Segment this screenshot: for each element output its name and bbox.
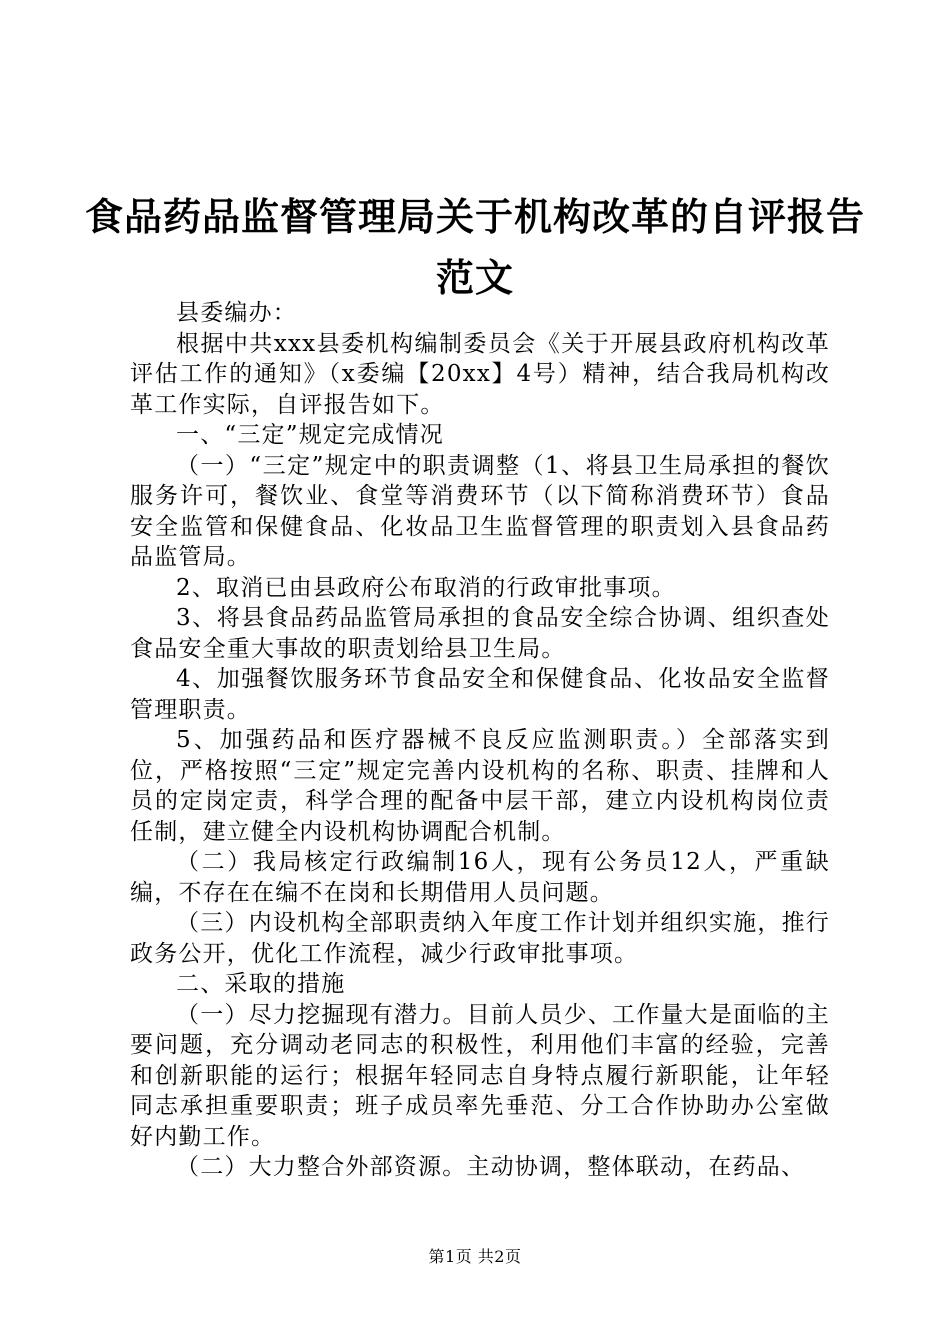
document-body [130, 298, 830, 1183]
paragraph: 5、加强药品和医疗器械不良反应监测职责。）全部落实到位，严格按照“三定”规定完善内设机构的名称、职责、挂牌和人员的定岗定责，科学合理的配备中层干部，建立内设机构岗位责任制，建立健全内设机构协调配合机制。 [130, 727, 830, 845]
paragraph: （一）尽力挖掘现有潜力。目前人员少、工作量大是面临的主要问题，充分调动老同志的积极性，利用他们丰富的经验，完善和创新职能的运行；根据年轻同志自身特点履行新职能，让年轻同志承担重要职责；班子成员率先垂范、分工合作协助办公室做好内勤工作。 [130, 1001, 830, 1150]
section-heading: 一、“三定”规定完成情况 [176, 422, 444, 448]
paragraph: （二）大力整合外部资源。主动协调，整体联动，在药品、 [176, 1154, 806, 1180]
salutation: 县委编办： [176, 300, 297, 326]
paragraph: 2、取消已由县政府公布取消的行政审批事项。 [176, 574, 676, 601]
document-title-line1: 食品药品监督管理局关于机构改革的自评报告 [84, 195, 865, 239]
paragraph: 4、加强餐饮服务环节食品安全和保健食品、化妆品安全监督管理职责。 [130, 666, 830, 723]
paragraph: （二）我局核定行政编制16人，现有公务员12人，严重缺编，不存在在编不在岗和长期借用人员问题。 [130, 849, 830, 906]
page-footer: 第1页 共2页 [428, 1247, 522, 1266]
paragraph: 3、将县食品药品监管局承担的食品安全综合协调、组织查处食品安全重大事故的职责划给县卫生局。 [130, 605, 830, 662]
paragraph: （三）内设机构全部职责纳入年度工作计划并组织实施，推行政务公开，优化工作流程，减少行政审批事项。 [130, 910, 830, 967]
paragraph: 根据中共xxx县委机构编制委员会《关于开展县政府机构改革评估工作的通知》（x委编【20xx】4号）精神，结合我局机构改革工作实际，自评报告如下。 [130, 330, 830, 418]
paragraph: （一）“三定”规定中的职责调整（1、将县卫生局承担的餐饮服务许可，餐饮业、食堂等消费环节（以下简称消费环节）食品安全监管和保健食品、化妆品卫生监督管理的职责划入县食品药品监管局。 [130, 452, 830, 570]
document-title-line2: 范文 [435, 256, 514, 300]
section-heading: 二、采取的措施 [176, 971, 346, 997]
